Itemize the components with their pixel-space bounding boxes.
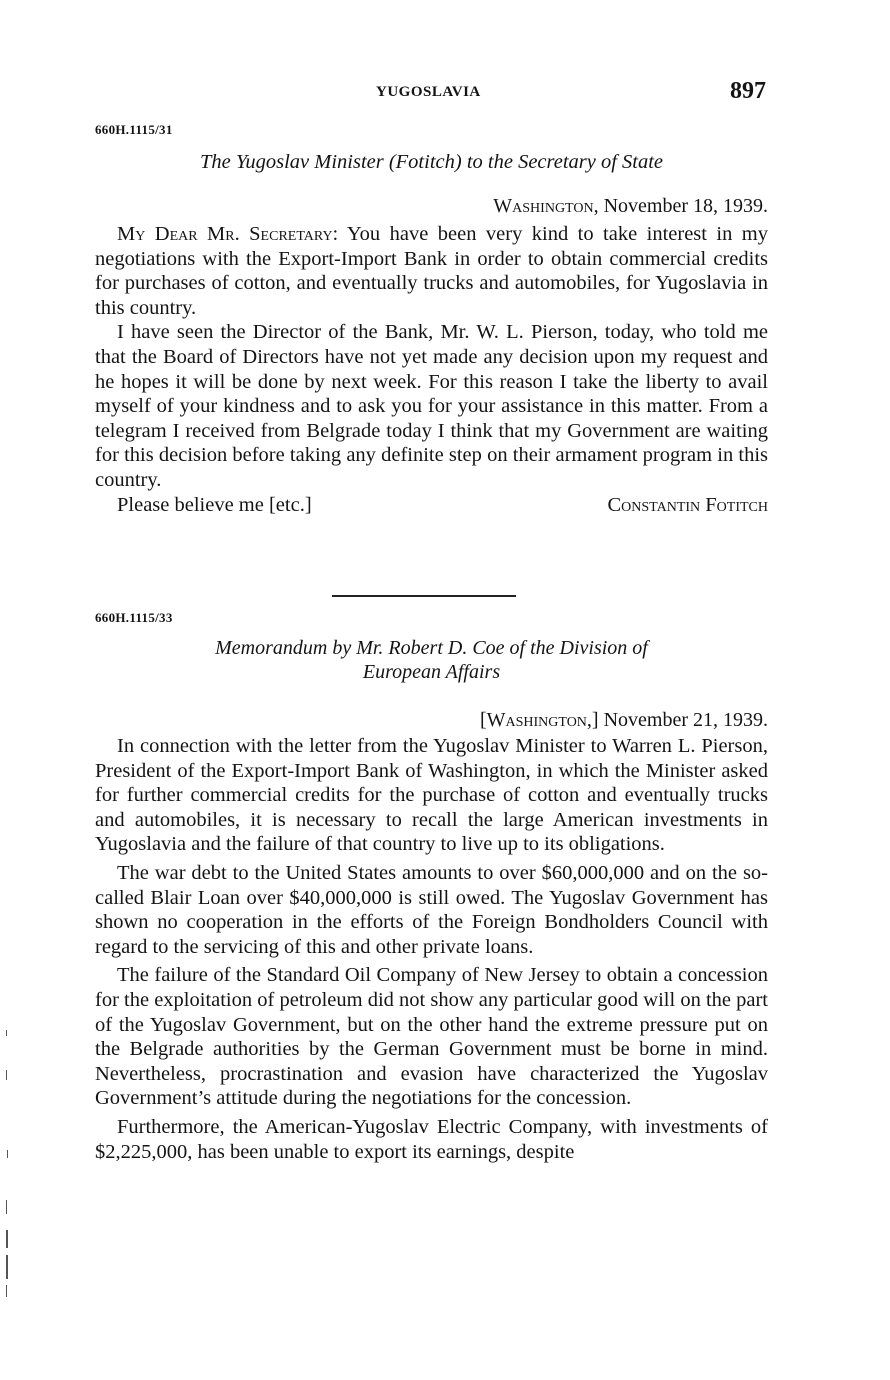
- dateline: [95, 194, 768, 218]
- document-heading-line: Memorandum by Mr. Robert D. Coe of the Division of: [215, 637, 648, 659]
- scan-margin-marks: [4, 1030, 10, 1330]
- letter-paragraph: [95, 222, 768, 320]
- document-heading: The Yugoslav Minister (Fotitch) to the Secretary of State: [199, 151, 664, 173]
- memo-paragraph: The failure of the Standard Oil Company of New Jersey to obtain a concession for the exploitation of petroleum did not show any particular good will on the part of the Yugoslav Government, but on the other hand the extreme pressure put on the Belgrade authorities by the German Government must be borne in mind. Nevertheless, procrastination and evasion have characterized the Yugoslav Government’s attitude during the negotiations for the concession.: [95, 964, 768, 1110]
- salutation: My Dear Mr. Secretary:: [117, 223, 339, 245]
- closing-line: [95, 493, 768, 518]
- letter-paragraph: I have seen the Director of the Bank, Mr. W. L. Pierson, today, who told me that the Board of Directors have not yet made any decision upon my request and he hopes it will be done by next week. For this reason I take the liberty to avail myself of your kindness and to ask you for your assistance in this matter. From a telegram I received from Belgrade today I think that my Government are waiting for this decision before taking any definite step on their armament program in this country.: [95, 321, 768, 491]
- document-coe-memorandum: [95, 610, 768, 1164]
- document-heading-line: European Affairs: [362, 661, 501, 683]
- signature: Constantin Fotitch: [607, 493, 768, 516]
- file-number: 660H.1115/31: [95, 122, 173, 137]
- dateline-place: [Washington,]: [479, 709, 599, 731]
- dateline-date: , November 18, 1939.: [593, 195, 768, 217]
- memo-paragraph: The war debt to the United States amounts to over $60,000,000 and on the so-called Blair Loan over $40,000,000 is still owed. The Yugoslav Government has shown no cooperation in the efforts of the Foreign Bondholders Council with regard to the servicing of this and other private loans.: [95, 861, 768, 958]
- dateline-place: Washington: [493, 195, 594, 217]
- dateline-date: November 21, 1939.: [598, 709, 768, 731]
- closing: Please believe me [etc.]: [117, 493, 312, 516]
- letter-paragraph-text: You have been very kind to take interest in my negotiations with the Export-Import Bank in order to obtain commercial credits for purchases of cotton, and eventually trucks and automobiles, for Yugoslavia in this country.: [95, 223, 768, 319]
- dateline: [95, 708, 768, 732]
- document-fotitch-letter: [95, 122, 768, 517]
- running-head: [0, 78, 890, 108]
- memo-paragraph: Furthermore, the American-Yugoslav Electric Company, with investments of $2,225,000, has been unable to export its earnings, despite: [95, 1115, 768, 1163]
- section-divider: [332, 595, 516, 597]
- file-number: 660H.1115/33: [95, 610, 173, 625]
- running-title: YUGOSLAVIA: [376, 84, 481, 100]
- page-number: 897: [730, 78, 766, 104]
- memo-paragraph: In connection with the letter from the Yugoslav Minister to Warren L. Pierson, President of the Export-Import Bank of Washington, in which the Minister asked for further commercial credits for the purchase of cotton and eventually trucks and automobiles, it is necessary to recall the large American investments in Yugoslavia and the failure of that country to live up to its obligations.: [95, 735, 768, 856]
